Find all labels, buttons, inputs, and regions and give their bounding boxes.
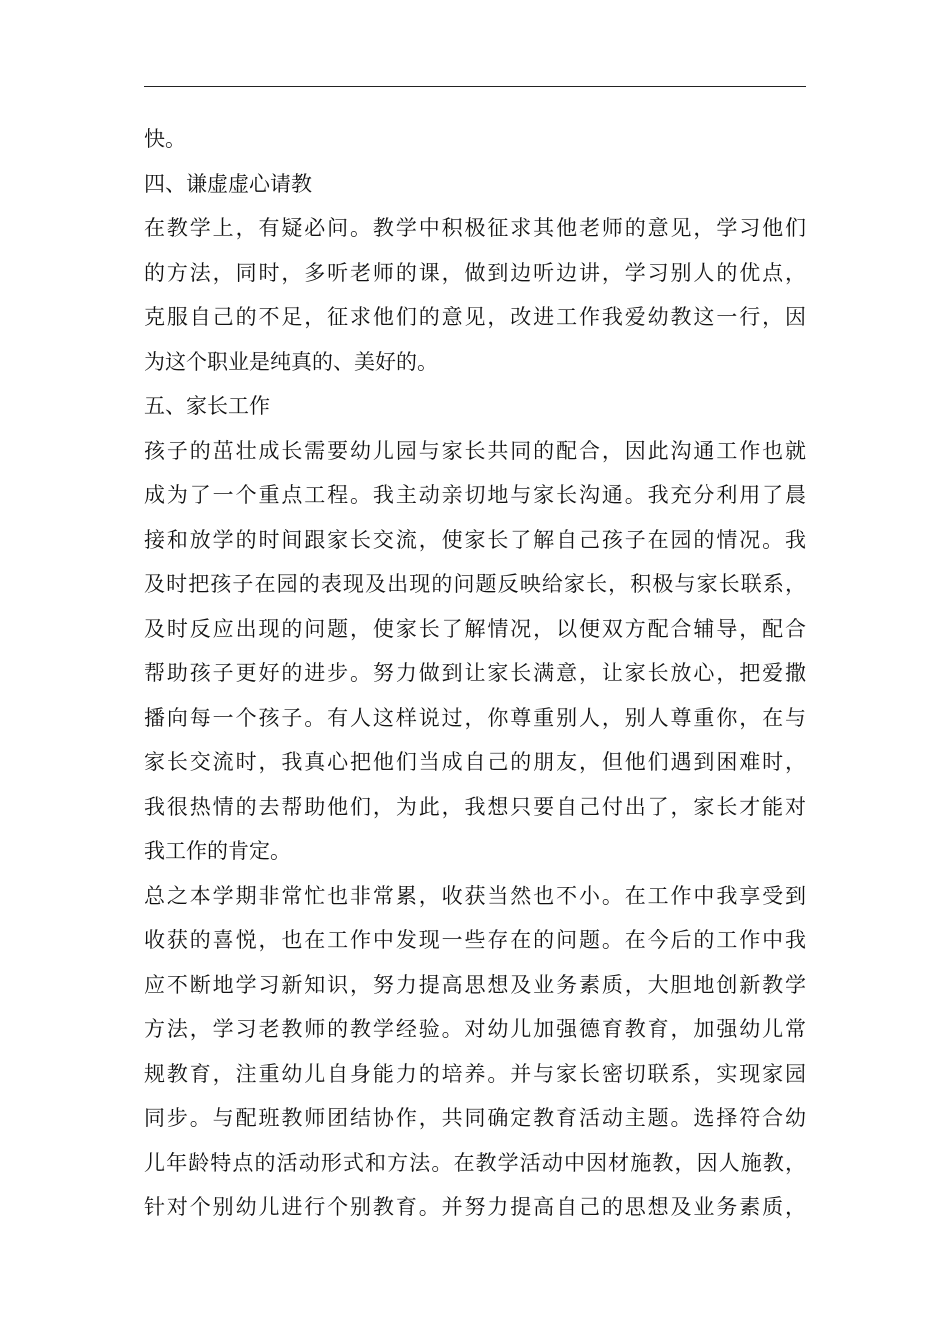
text-line: 我很热情的去帮助他们，为此，我想只要自己付出了，家长才能对: [144, 794, 806, 819]
text-line: 快。: [144, 127, 186, 151]
text-line: 孩子的茁壮成长需要幼儿园与家长共同的配合，因此沟通工作也就: [144, 438, 806, 463]
text-line: 总之本学期非常忙也非常累，收获当然也不小。在工作中我享受到: [144, 883, 806, 908]
document-body: [144, 117, 806, 1230]
text-line: 帮助孩子更好的进步。努力做到让家长满意，让家长放心，把爱撒: [144, 661, 806, 685]
text-line: 规教育，注重幼儿自身能力的培养。并与家长密切联系，实现家园: [144, 1061, 806, 1086]
text-line: 在教学上，有疑必问。教学中积极征求其他老师的意见，学习他们: [144, 216, 806, 240]
text-line: 我工作的肯定。: [144, 839, 291, 863]
text-line: 及时反应出现的问题，使家长了解情况，以便双方配合辅导，配合: [144, 616, 806, 641]
text-line: 成为了一个重点工程。我主动亲切地与家长沟通。我充分利用了晨: [144, 483, 806, 507]
text-line: 播向每一个孩子。有人这样说过，你尊重别人，别人尊重你，在与: [144, 705, 806, 730]
section-heading: 五、家长工作: [144, 394, 270, 418]
text-line: 应不断地学习新知识，努力提高思想及业务素质，大胆地创新教学: [144, 972, 806, 997]
text-line: 接和放学的时间跟家长交流，使家长了解自己孩子在园的情况。我: [144, 527, 806, 552]
header-rule: [144, 86, 806, 87]
text-line: 收获的喜悦，也在工作中发现一些存在的问题。在今后的工作中我: [144, 928, 806, 952]
text-line: 儿年龄特点的活动形式和方法。在教学活动中因材施教，因人施教，: [144, 1150, 806, 1175]
text-line: 为这个职业是纯真的、美好的。: [144, 349, 438, 374]
text-line: 的方法，同时，多听老师的课，做到边听边讲，学习别人的优点，: [144, 260, 806, 285]
text-line: 针对个别幼儿进行个别教育。并努力提高自己的思想及业务素质，: [144, 1195, 806, 1219]
text-line: 方法，学习老教师的教学经验。对幼儿加强德育教育，加强幼儿常: [144, 1017, 806, 1041]
text-line: 克服自己的不足，征求他们的意见，改进工作我爱幼教这一行，因: [144, 305, 806, 329]
text-line: 及时把孩子在园的表现及出现的问题反映给家长，积极与家长联系，: [144, 572, 806, 596]
section-heading: 四、谦虚虚心请教: [144, 171, 312, 196]
text-line: 家长交流时，我真心把他们当成自己的朋友，但他们遇到困难时，: [144, 750, 806, 774]
text-line: 同步。与配班教师团结协作，共同确定教育活动主题。选择符合幼: [144, 1106, 806, 1130]
